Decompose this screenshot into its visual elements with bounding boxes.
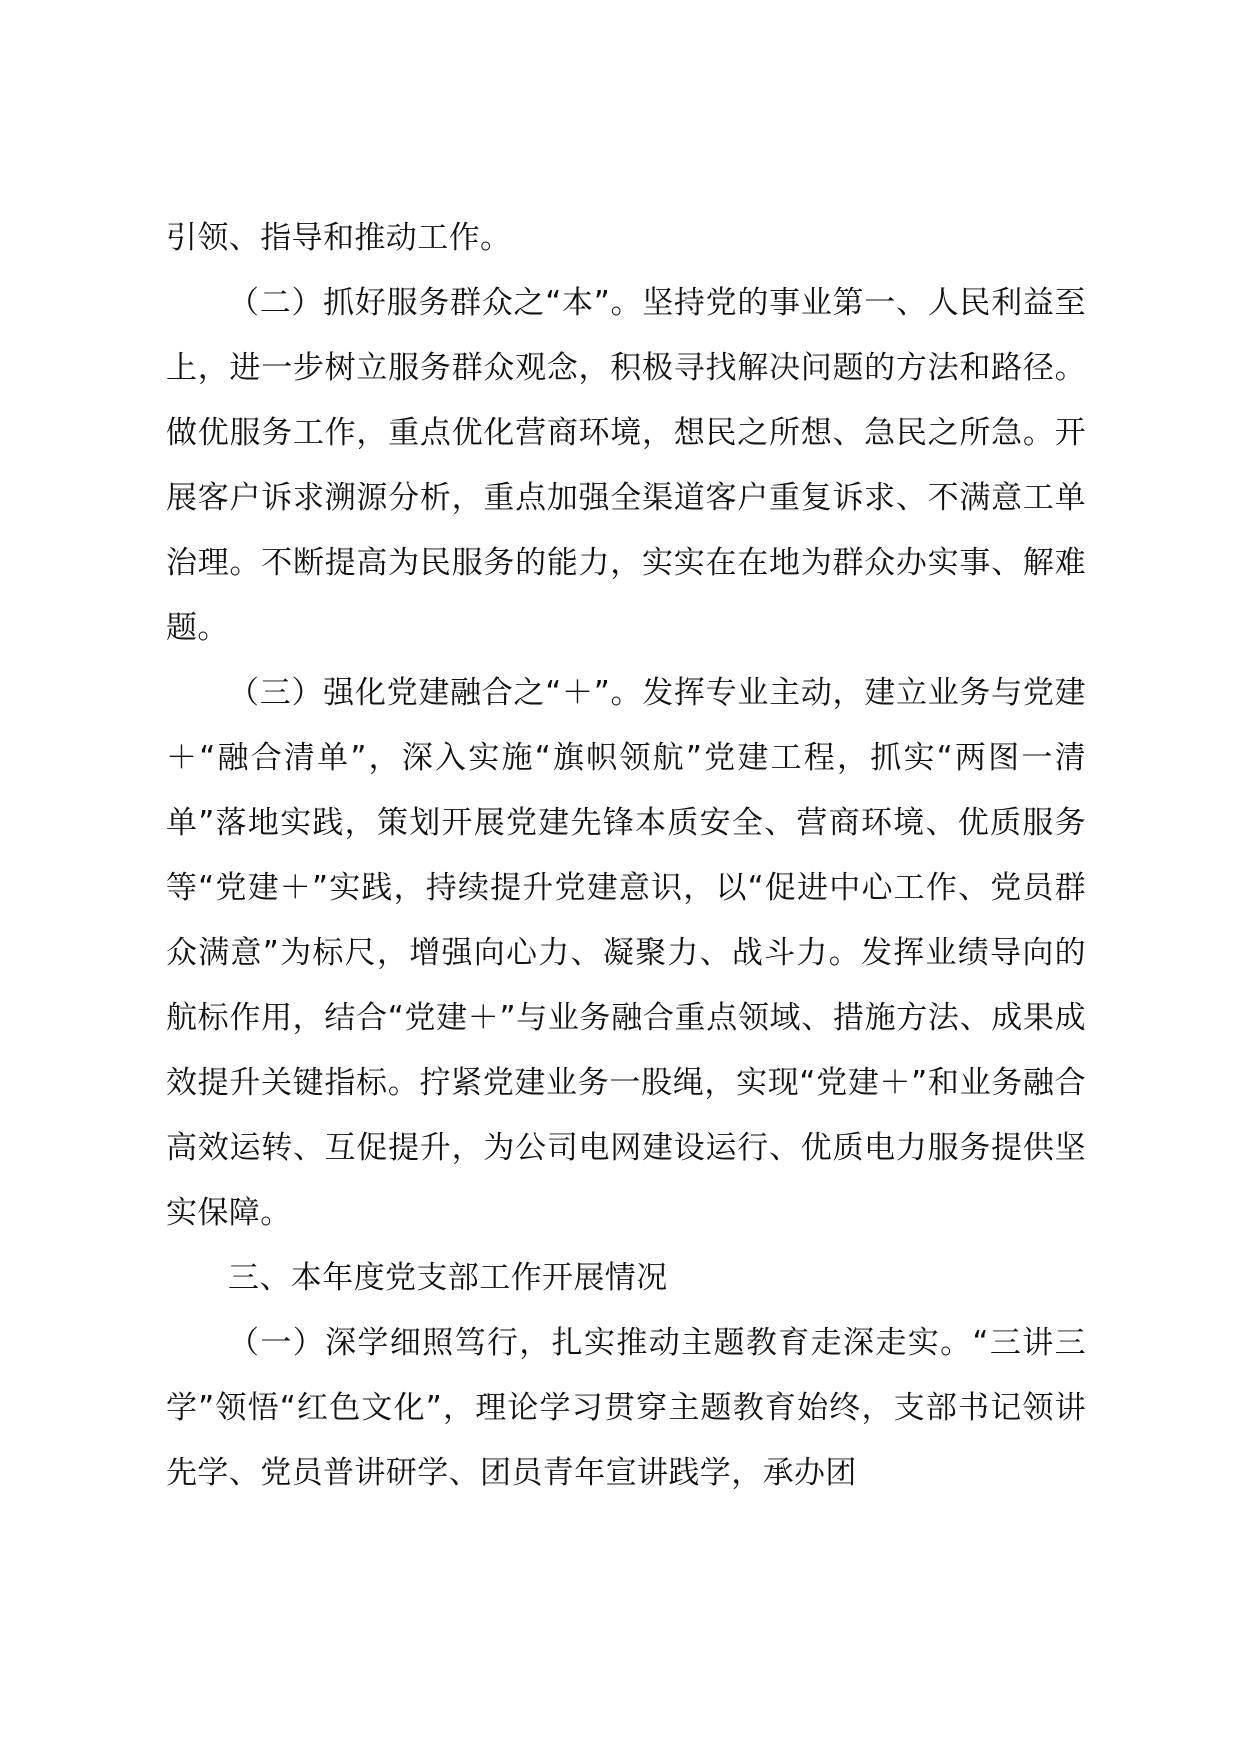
paragraph-party-building-integration: （三）强化党建融合之“＋”。发挥专业主动，建立业务与党建＋“融合清单”，深入实施“旗帜领航”党建工程，抓实“两图一清单”落地实践，策划开展党建先锋本质安全、营商环境、优质服务等“党建＋”实践，持续提升党建意识，以“促进中心工作、党员群众满意”为标尺，增强向心力、凝聚力、战斗力。发挥业绩导向的航标作用，结合“党建＋”与业务融合重点领域、措施方法、成果成效提升关键指标。拧紧党建业务一股绳，实现“党建＋”和业务融合高效运转、互促提升，为公司电网建设运行、优质电力服务提供坚实保障。 — [166, 675, 1086, 1231]
paragraph-serve-masses: （二）抓好服务群众之“本”。坚持党的事业第一、人民利益至上，进一步树立服务群众观念，积极寻找解决问题的方法和路径。做优服务工作，重点优化营商环境，想民之所想、急民之所急。开展客户诉求溯源分析，重点加强全渠道客户重复诉求、不满意工单治理。不断提高为民服务的能力，实实在在地为群众办实事、解难题。 — [166, 285, 1086, 646]
section-heading-annual-work: 三、本年度党支部工作开展情况 — [228, 1260, 668, 1296]
document-body — [166, 206, 1086, 1506]
paragraph-theme-education: （一）深学细照笃行，扎实推动主题教育走深走实。“三讲三学”领悟“红色文化”，理论学习贯穿主题教育始终，支部书记领讲先学、党员普讲研学、团员青年宣讲践学，承办团 — [166, 1325, 1086, 1491]
paragraph-continuation: 引领、指导和推动工作。 — [166, 220, 512, 256]
